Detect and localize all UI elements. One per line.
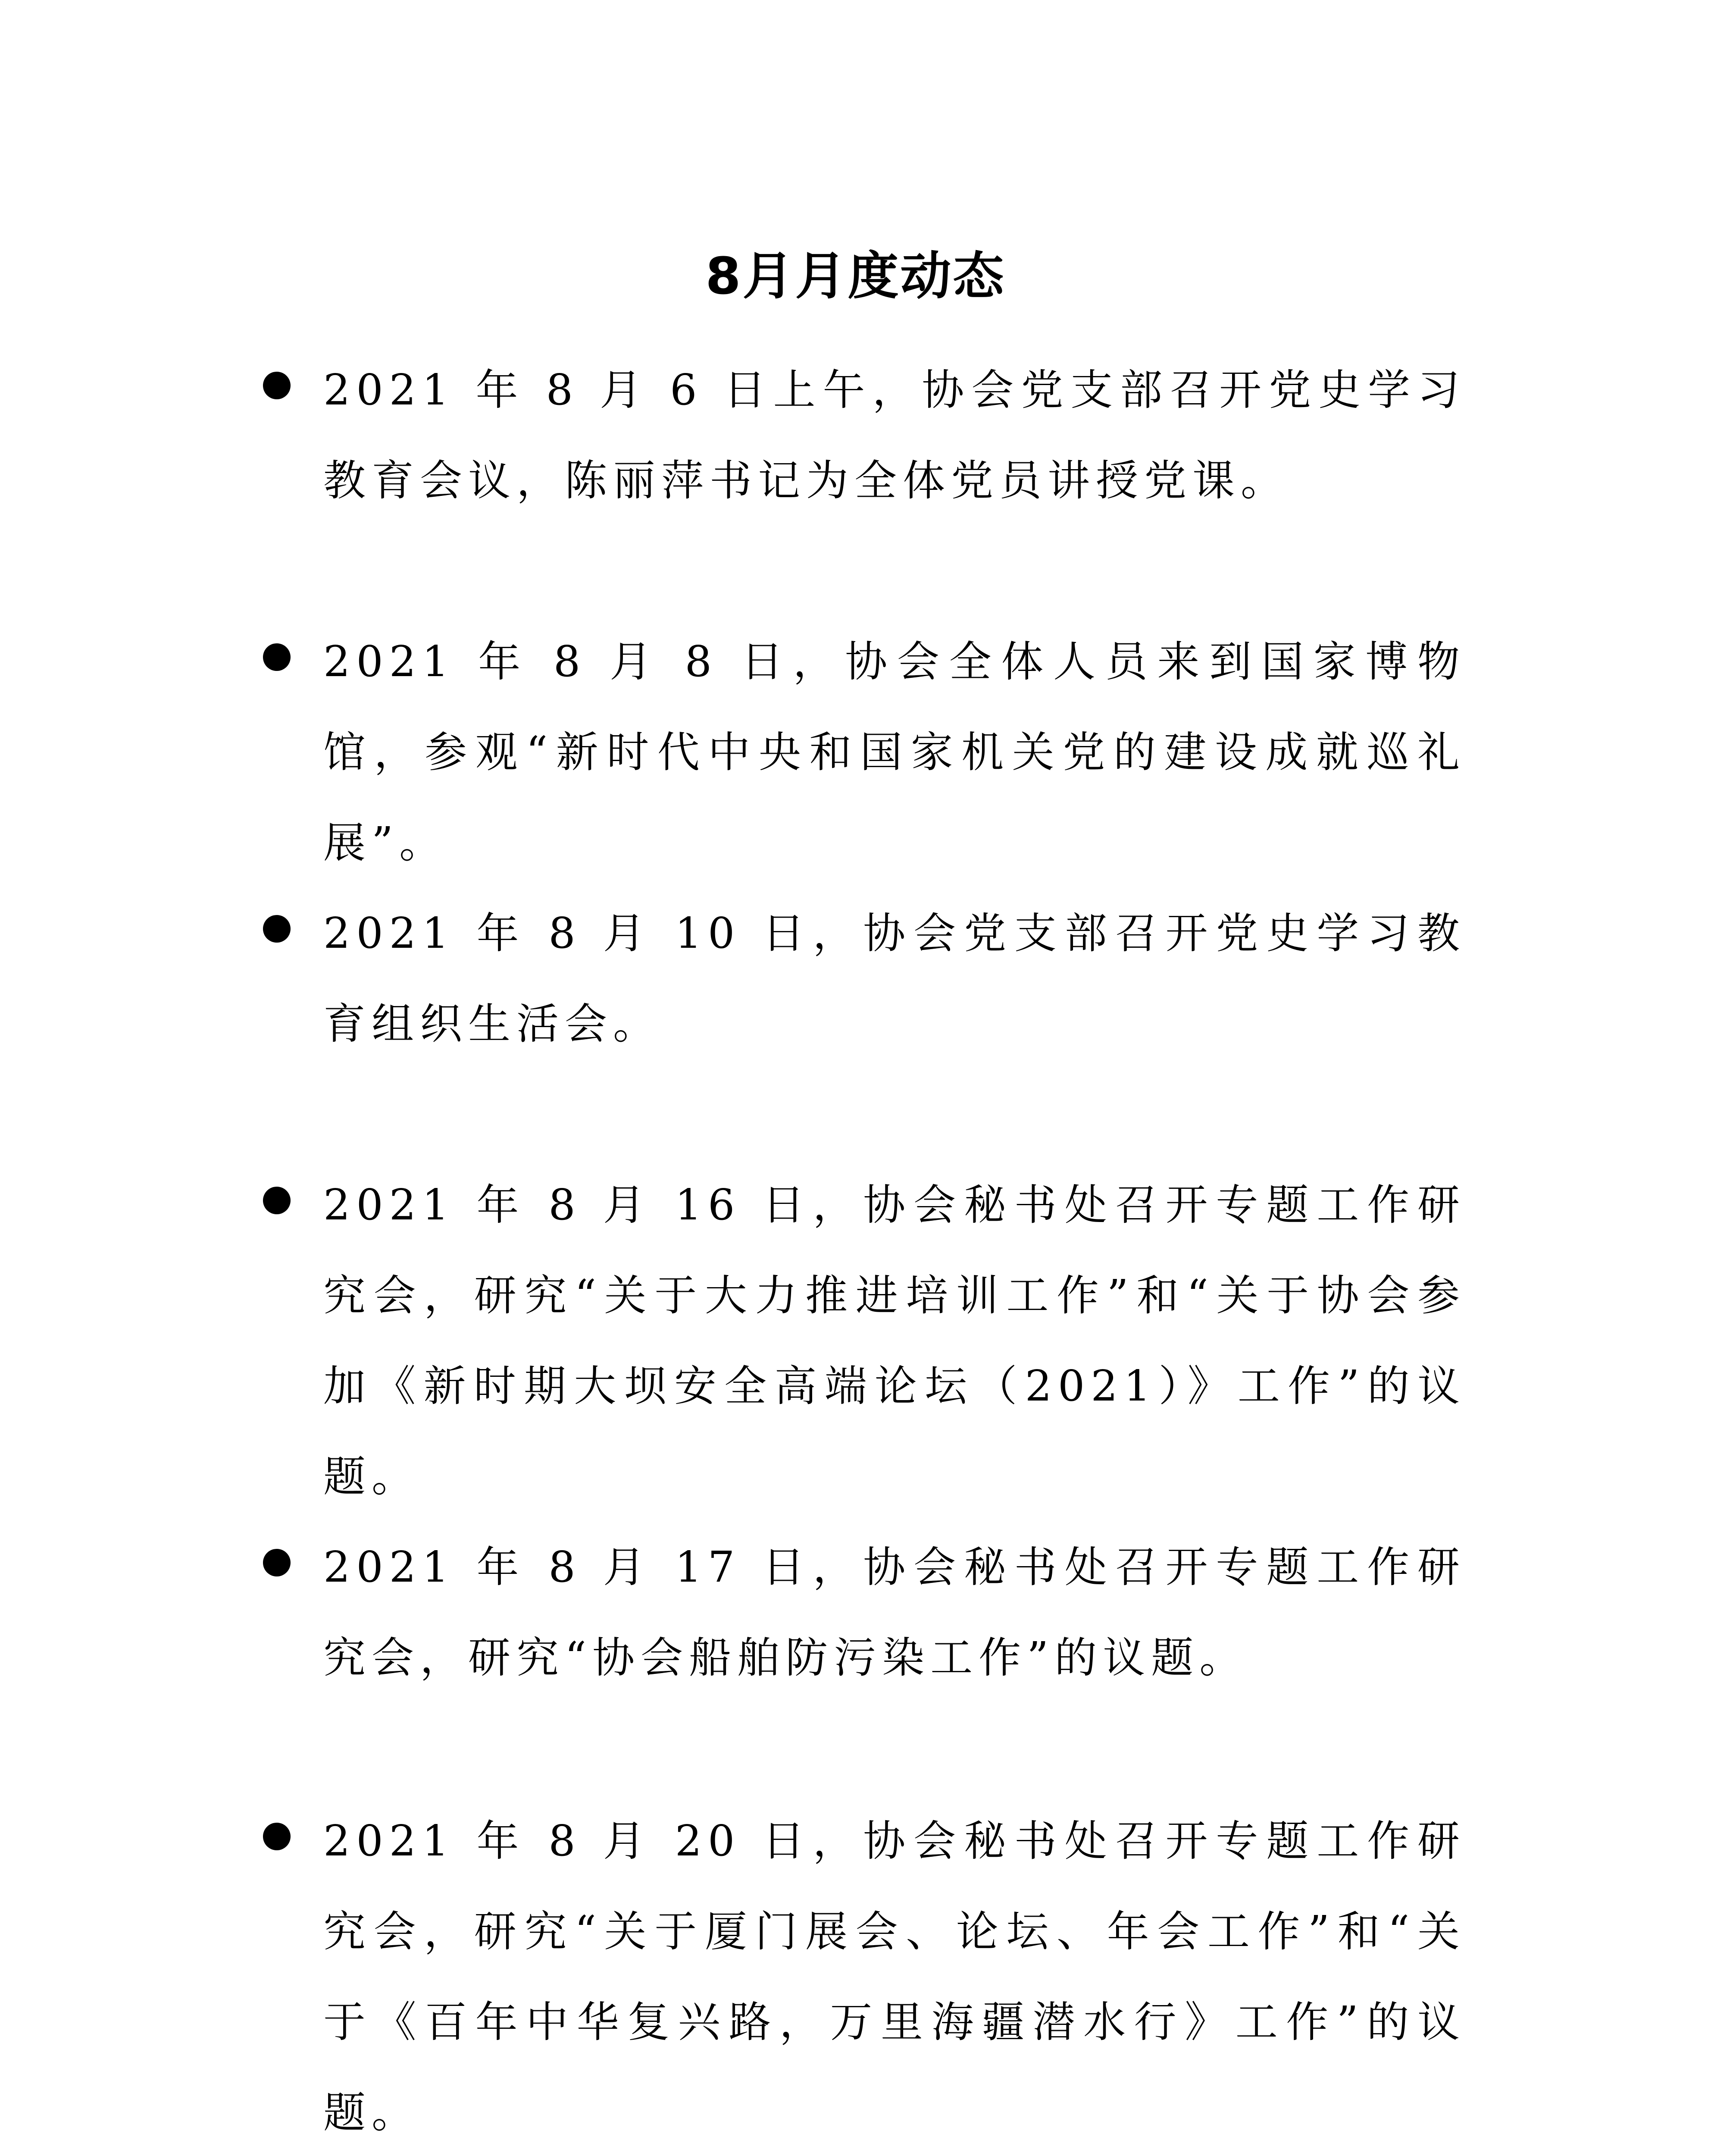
list-item-text: 2021 年 8 月 20 日，协会秘书处召开专题工作研究会，研究“关于厦门展会、论坛、年会工作”和“关于《百年中华复兴路，万里海疆潜水行》工作”的议题。	[323, 1817, 1466, 2137]
bullet-icon	[263, 915, 291, 943]
list-item-text: 2021 年 8 月 6 日上午，协会党支部召开党史学习教育会议，陈丽萍书记为全体党员讲授党课。	[323, 366, 1466, 505]
bullet-icon	[263, 1823, 291, 1850]
bullet-icon	[263, 372, 291, 399]
bullet-icon	[263, 1187, 291, 1214]
list-item-text: 2021 年 8 月 8 日，协会全体人员来到国家博物馆，参观“新时代中央和国家机关党的建设成就巡礼展”。	[323, 637, 1466, 868]
bullet-icon	[263, 1549, 291, 1576]
list-item-text: 2021 年 8 月 10 日，协会党支部召开党史学习教育组织生活会。	[323, 909, 1466, 1049]
page-title: 8月月度动态	[705, 246, 1006, 306]
list-item-text: 2021 年 8 月 16 日，协会秘书处召开专题工作研究会，研究“关于大力推进培训工作”和“关于协会参加《新时期大坝安全高端论坛（2021）》工作”的议题。	[323, 1181, 1466, 1501]
bullet-icon	[263, 643, 291, 671]
list-item-text: 2021 年 8 月 17 日，协会秘书处召开专题工作研究会，研究“协会船舶防污染工作”的议题。	[323, 1543, 1466, 1683]
